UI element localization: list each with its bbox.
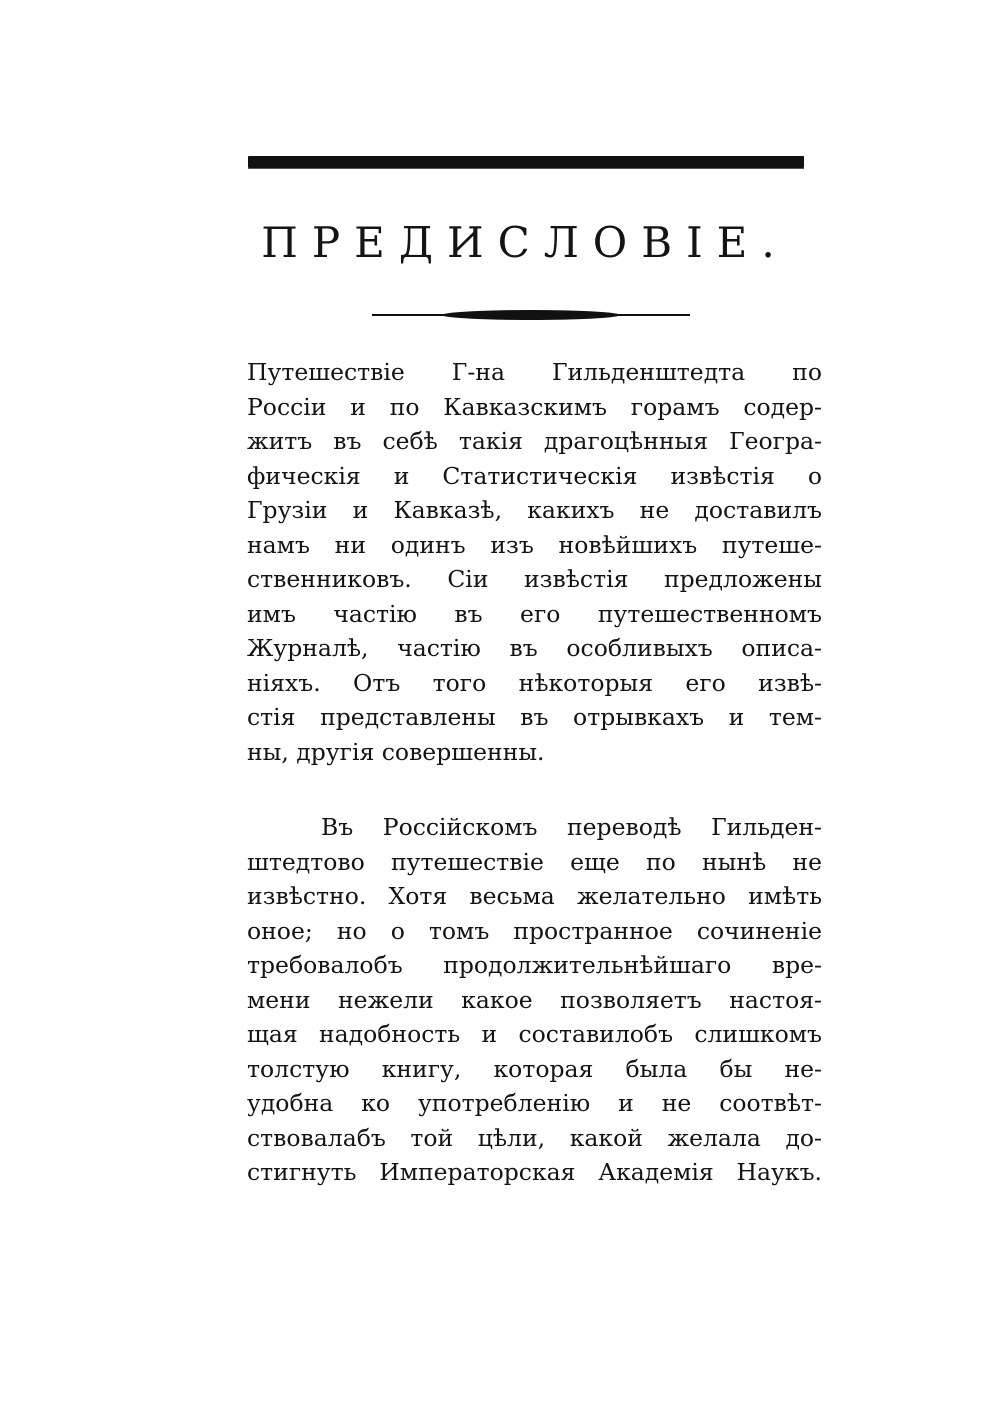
text-line: ственниковъ. Сіи извѣстія предложены [247, 565, 822, 593]
text-line: стія представлены въ отрывкахъ и тем- [247, 703, 822, 731]
title-divider-rule [372, 310, 690, 320]
text-line: мени нежели какое позволяетъ настоя- [247, 985, 822, 1014]
text-line: Россіи и по Кавказскимъ горамъ содер- [247, 392, 822, 421]
top-ornamental-rule [248, 156, 804, 168]
text-line: намъ ни одинъ изъ новѣйшихъ путеше- [247, 530, 822, 559]
text-line: ствовалабъ той цѣли, какой желала до- [247, 1123, 822, 1152]
text-line: удобна ко употребленію и не соотвѣт- [247, 1089, 822, 1117]
text-line: требовалобъ продолжительнѣйшаго вре- [247, 951, 822, 979]
paragraph-1 [247, 355, 822, 769]
text-line: Грузіи и Кавказѣ, какихъ не доставилъ [247, 496, 822, 524]
text-line: ны, другія совершенны. [247, 737, 545, 766]
paragraph-2 [247, 810, 822, 1190]
text-line: фическія и Статистическія извѣстія о [247, 461, 822, 490]
text-line: стигнуть Императорская Академія Наукъ. [247, 1158, 822, 1186]
text-line: житъ въ себѣ такія драгоцѣнныя Геогра- [247, 427, 822, 455]
text-line: оное; но о томъ пространное сочиненіе [247, 916, 822, 945]
text-line: ніяхъ. Отъ того нѣкоторыя его извѣ- [247, 668, 822, 697]
page-title: ПРЕДИСЛОВІЕ. [261, 218, 789, 267]
text-line-indented: Въ Россійскомъ переводѣ Гильден- [321, 813, 822, 841]
divider-swelled-line [442, 310, 620, 320]
text-line: Журналѣ, частію въ особливыхъ описа- [247, 634, 822, 662]
text-line: имъ частію въ его путешественномъ [247, 599, 822, 628]
text-line: извѣстно. Хотя весьма желательно имѣть [247, 882, 822, 910]
text-line: Путешествіе Г-на Гильденштедта по [247, 358, 822, 386]
text-line: щая надобность и составилобъ слишкомъ [247, 1020, 822, 1048]
text-line: толстую книгу, которая была бы не- [247, 1054, 822, 1083]
text-line: штедтово путешествіе еще по нынѣ не [247, 847, 822, 876]
